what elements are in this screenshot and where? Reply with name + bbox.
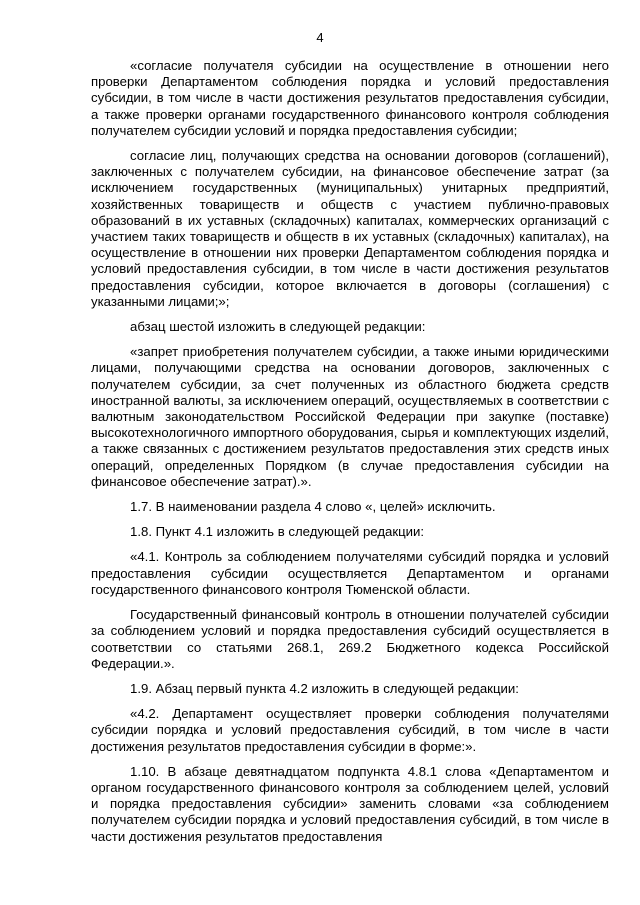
paragraph-item-1-9: 1.9. Абзац первый пункта 4.2 изложить в следующей редакции: [130,680,519,696]
paragraph-currency-prohibition: «запрет приобретения получателем субсидии, а также иными юридическими лицами, получающими средства на основании договоров, заключенных с получателем субсидии, за счет полученных из областного бюджета средств иностранной валюты, за исключением операций, осуществляемых в соответствии с валютным законодательством Российской Федерации при закупке (поставке) высокотехнологичного импортного оборудования, сырья и комплектующих изделий, а также связанных с достижением результатов предоставления этих средств иных операций, определенных Порядком (в случае предоставления субсидии на финансовое обеспечение затрат).». [91,344,609,489]
paragraph-state-financial-control: Государственный финансовый контроль в отношении получателей субсидии за соблюдением условий и порядка предоставления субсидий осуществляется в соответствии со статьями 268.1, 269.2 Бюджетного кодекса Российской Федерации.». [91,607,609,671]
paragraph-item-1-10: 1.10. В абзаце девятнадцатом подпункта 4.8.1 слова «Департаментом и органом государственного финансового контроля за соблюдением целей, условий и порядка предоставления субсидии» заменить словами «за соблюдением получателем субсидии порядка и условий предоставления субсидий, в том числе в части достижения результатов предоставления [91,763,609,844]
paragraph-clause-4-2: «4.2. Департамент осуществляет проверки соблюдения получателями субсидии порядка и условий предоставления субсидий, в том числе в части достижения результатов предоставления субсидии в форме:». [91,706,609,754]
paragraph-item-1-7: 1.7. В наименовании раздела 4 слово «, целей» исключить. [130,499,496,515]
paragraph-sixth-clause-intro: абзац шестой изложить в следующей редакции: [130,319,426,335]
paragraph-item-1-8: 1.8. Пункт 4.1 изложить в следующей редакции: [130,524,425,540]
paragraph-consent-recipient: «согласие получателя субсидии на осуществление в отношении него проверки Департаментом соблюдения порядка и условий предоставления субсидии, в том числе в части достижения результатов предоставления субсидии, а также проверки органами государственного финансового контроля соблюдения получателем субсидии условий и порядка предоставления субсидии; [91,58,609,138]
paragraph-clause-4-1: «4.1. Контроль за соблюдением получателями субсидий порядка и условий предоставления субсидии осуществляется Департаментом и органами государственного финансового контроля Тюменской области. [91,549,609,597]
page-number: 4 [316,30,324,45]
document-body [91,58,609,854]
paragraph-consent-persons: согласие лиц, получающих средства на основании договоров (соглашений), заключенных с получателем субсидии, на финансовое обеспечение затрат (за исключением государственных (муниципальных) унитарных предприятий, хозяйственных товариществ и обществ с участием публично-правовых образований в их уставных (складочных) капиталах, коммерческих организаций с участием таких товариществ и обществ в их уставных (складочных) капиталах), на осуществление в отношении них проверки Департаментом соблюдения порядка и условий предоставления субсидии, в том числе в части достижения результатов предоставления субсидии, которое включается в договоры (соглашения) с указанными лицами;»; [91,148,609,309]
